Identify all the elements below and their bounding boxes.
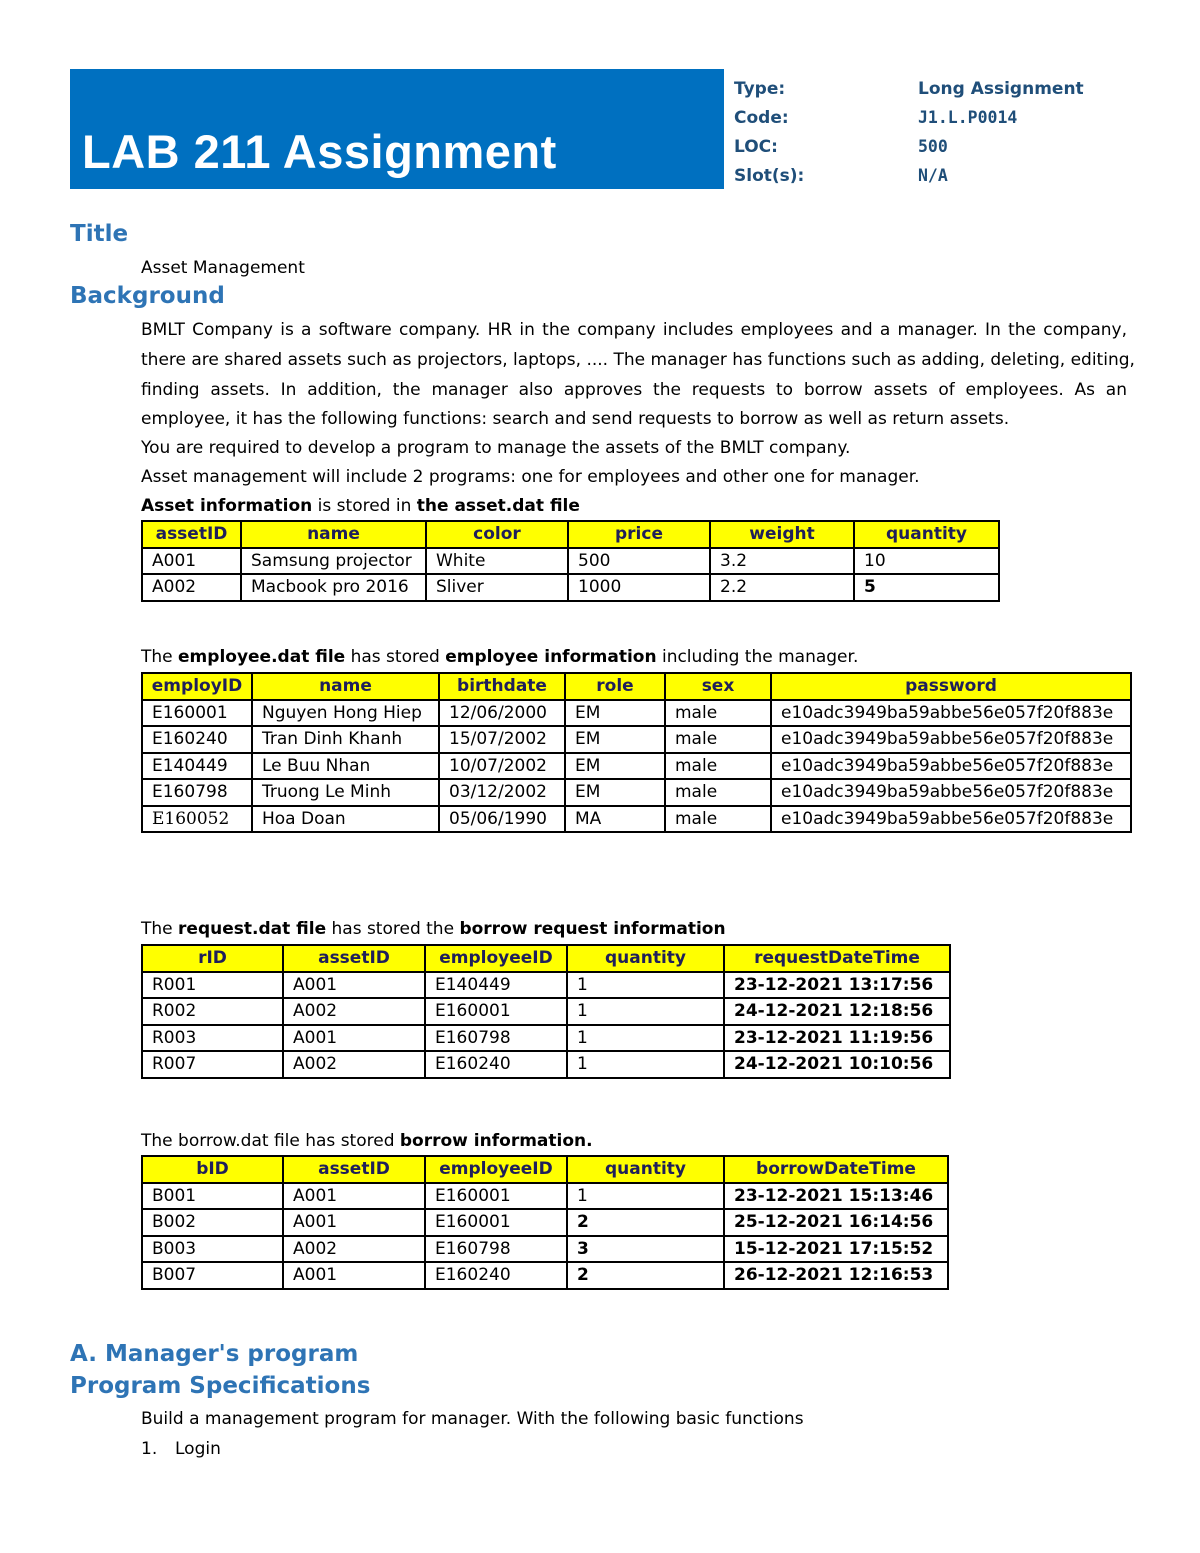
meta-row-loc (734, 132, 1164, 161)
caption-bold: borrow request information (459, 919, 726, 939)
table-cell: Samsung projector (241, 548, 426, 575)
table-cell: Sliver (426, 574, 568, 601)
meta-row-code (734, 103, 1164, 132)
table-cell: A001 (283, 1025, 425, 1052)
table-cell: 10 (854, 548, 999, 575)
table-cell: male (665, 806, 771, 833)
asset-table (141, 520, 1000, 602)
caption-text: The (141, 919, 179, 939)
table-cell: 12/06/2000 (439, 700, 565, 727)
background-line: there are shared assets such as projectors, laptops, .... The manager has functions such as adding, deleting, editing, (141, 350, 1135, 370)
background-line: employee, it has the following functions: search and send requests to borrow as well as return assets. (141, 409, 1010, 429)
table-cell: 1 (567, 1183, 724, 1210)
list-item-login (141, 1439, 221, 1459)
table-cell: A002 (283, 1236, 425, 1263)
header-banner (70, 69, 724, 189)
column-header: name (252, 673, 439, 700)
column-header: bID (142, 1156, 283, 1183)
table-cell: Truong Le Minh (252, 779, 439, 806)
table-cell: e10adc3949ba59abbe56e057f20f883e (771, 726, 1131, 753)
caption-bold: borrow information. (399, 1131, 593, 1151)
table-cell: R002 (142, 998, 283, 1025)
column-header: role (565, 673, 665, 700)
table-row (142, 700, 1131, 727)
column-header: color (426, 521, 568, 548)
table-cell: 500 (568, 548, 710, 575)
caption-text: The (141, 647, 179, 667)
table-cell: A001 (283, 1262, 425, 1289)
table-cell: Le Buu Nhan (252, 753, 439, 780)
meta-value: Long Assignment (918, 78, 1084, 99)
background-line: BMLT Company is a software company. HR in the company includes employees and a manager. In the company, (141, 320, 1127, 340)
column-header: assetID (283, 1156, 425, 1183)
table-cell: Nguyen Hong Hiep (252, 700, 439, 727)
asset-table-caption (141, 496, 580, 516)
table-cell: A001 (283, 1183, 425, 1210)
table-cell: e10adc3949ba59abbe56e057f20f883e (771, 753, 1131, 780)
column-header: price (568, 521, 710, 548)
request-table-caption (141, 919, 726, 939)
borrow-table (141, 1155, 949, 1290)
table-cell: E160001 (425, 1209, 567, 1236)
caption-bold: Asset information (141, 496, 313, 516)
background-line: You are required to develop a program to manage the assets of the BMLT company. (141, 438, 851, 458)
column-header: employID (142, 673, 252, 700)
list-number: 1. (141, 1439, 158, 1459)
table-cell: e10adc3949ba59abbe56e057f20f883e (771, 779, 1131, 806)
table-cell: A001 (142, 548, 241, 575)
table-row (142, 1025, 950, 1052)
column-header: sex (665, 673, 771, 700)
table-cell: 2.2 (710, 574, 854, 601)
table-cell: 3.2 (710, 548, 854, 575)
column-header: employeeID (425, 945, 567, 972)
table-cell: EM (565, 753, 665, 780)
table-cell: male (665, 726, 771, 753)
table-cell: R007 (142, 1051, 283, 1078)
table-cell: A001 (283, 972, 425, 999)
table-cell: 05/06/1990 (439, 806, 565, 833)
table-cell: EM (565, 726, 665, 753)
table-cell: 03/12/2002 (439, 779, 565, 806)
column-header: quantity (567, 945, 724, 972)
meta-key: Slot(s): (734, 165, 805, 186)
column-header: quantity (567, 1156, 724, 1183)
table-cell: 15-12-2021 17:15:52 (724, 1236, 948, 1263)
table-cell: E160798 (142, 779, 252, 806)
meta-value: 500 (918, 137, 948, 156)
request-table (141, 944, 951, 1079)
caption-bold: employee.dat file (178, 647, 346, 667)
assignment-meta (734, 74, 1164, 190)
table-cell: 1 (567, 972, 724, 999)
table-cell: 25-12-2021 16:14:56 (724, 1209, 948, 1236)
column-header: assetID (142, 521, 241, 548)
table-cell: 26-12-2021 12:16:53 (724, 1262, 948, 1289)
caption-text: including the manager. (656, 647, 859, 667)
table-cell: EM (565, 779, 665, 806)
table-row (142, 753, 1131, 780)
table-cell: 2 (567, 1262, 724, 1289)
table-cell: 2 (567, 1209, 724, 1236)
table-cell: 5 (854, 574, 999, 601)
table-cell: male (665, 700, 771, 727)
document-title: LAB 211 Assignment (82, 125, 557, 178)
table-row (142, 972, 950, 999)
column-header: assetID (283, 945, 425, 972)
column-header: borrowDateTime (724, 1156, 948, 1183)
table-cell: 1 (567, 1051, 724, 1078)
table-header-row (142, 521, 999, 548)
caption-bold: employee information (445, 647, 657, 667)
table-cell: R003 (142, 1025, 283, 1052)
section-heading-program-specifications: Program Specifications (70, 1373, 371, 1399)
title-text: Asset Management (141, 258, 305, 278)
table-cell: male (665, 753, 771, 780)
section-heading-manager-program: A. Manager's program (70, 1341, 359, 1367)
table-cell: EM (565, 700, 665, 727)
table-header-row (142, 1156, 948, 1183)
caption-bold: the asset.dat file (416, 496, 580, 516)
table-cell: 24-12-2021 10:10:56 (724, 1051, 950, 1078)
table-cell: 23-12-2021 11:19:56 (724, 1025, 950, 1052)
employee-table (141, 672, 1132, 833)
column-header: birthdate (439, 673, 565, 700)
table-row (142, 806, 1131, 833)
table-cell: E160240 (425, 1262, 567, 1289)
table-cell: E160052 (142, 806, 252, 833)
table-cell: 23-12-2021 15:13:46 (724, 1183, 948, 1210)
table-cell: E160240 (425, 1051, 567, 1078)
caption-text: has stored the (326, 919, 460, 939)
table-cell: White (426, 548, 568, 575)
table-cell: E160240 (142, 726, 252, 753)
caption-text: is stored in (312, 496, 417, 516)
table-cell: E160001 (142, 700, 252, 727)
table-row (142, 548, 999, 575)
meta-key: Code: (734, 107, 789, 128)
table-cell: A002 (142, 574, 241, 601)
table-cell: A002 (283, 998, 425, 1025)
table-header-row (142, 945, 950, 972)
table-cell: Tran Dinh Khanh (252, 726, 439, 753)
table-cell: E140449 (425, 972, 567, 999)
table-cell: 24-12-2021 12:18:56 (724, 998, 950, 1025)
table-row (142, 998, 950, 1025)
meta-value: N/A (918, 166, 948, 185)
column-header: weight (710, 521, 854, 548)
background-line: finding assets. In addition, the manager also approves the requests to borrow assets of employees. As an (141, 380, 1127, 400)
table-row (142, 779, 1131, 806)
borrow-table-caption (141, 1131, 593, 1151)
table-cell: E160001 (425, 998, 567, 1025)
spec-text: Build a management program for manager. With the following basic functions (141, 1409, 804, 1429)
table-cell: E160001 (425, 1183, 567, 1210)
table-cell: B003 (142, 1236, 283, 1263)
table-cell: 1 (567, 998, 724, 1025)
table-row (142, 1209, 948, 1236)
section-heading-title: Title (70, 221, 129, 247)
table-cell: A002 (283, 1051, 425, 1078)
table-cell: 1000 (568, 574, 710, 601)
table-cell: E160798 (425, 1025, 567, 1052)
column-header: name (241, 521, 426, 548)
table-cell: 3 (567, 1236, 724, 1263)
table-header-row (142, 673, 1131, 700)
table-cell: MA (565, 806, 665, 833)
table-cell: E140449 (142, 753, 252, 780)
employee-table-caption (141, 647, 858, 667)
table-cell: B007 (142, 1262, 283, 1289)
table-cell: e10adc3949ba59abbe56e057f20f883e (771, 806, 1131, 833)
meta-key: Type: (734, 78, 786, 99)
column-header: quantity (854, 521, 999, 548)
column-header: employeeID (425, 1156, 567, 1183)
table-cell: Macbook pro 2016 (241, 574, 426, 601)
meta-row-slots (734, 161, 1164, 190)
background-line: Asset management will include 2 programs: one for employees and other one for manager. (141, 467, 920, 487)
table-cell: Hoa Doan (252, 806, 439, 833)
table-cell: e10adc3949ba59abbe56e057f20f883e (771, 700, 1131, 727)
list-item-label: Login (175, 1439, 221, 1459)
table-row (142, 574, 999, 601)
meta-key: LOC: (734, 136, 778, 157)
section-heading-background: Background (70, 283, 225, 309)
table-cell: B002 (142, 1209, 283, 1236)
table-cell: 1 (567, 1025, 724, 1052)
table-cell: A001 (283, 1209, 425, 1236)
table-row (142, 1183, 948, 1210)
table-cell: 10/07/2002 (439, 753, 565, 780)
table-row (142, 726, 1131, 753)
table-cell: R001 (142, 972, 283, 999)
table-cell: E160798 (425, 1236, 567, 1263)
caption-bold: request.dat file (178, 919, 327, 939)
caption-text: has stored (345, 647, 446, 667)
table-row (142, 1236, 948, 1263)
caption-text: The borrow.dat file has stored (141, 1131, 400, 1151)
table-cell: B001 (142, 1183, 283, 1210)
table-cell: male (665, 779, 771, 806)
column-header: password (771, 673, 1131, 700)
column-header: rID (142, 945, 283, 972)
meta-value: J1.L.P0014 (918, 108, 1018, 127)
table-cell: 23-12-2021 13:17:56 (724, 972, 950, 999)
table-row (142, 1262, 948, 1289)
column-header: requestDateTime (724, 945, 950, 972)
meta-row-type (734, 74, 1164, 103)
table-cell: 15/07/2002 (439, 726, 565, 753)
table-row (142, 1051, 950, 1078)
